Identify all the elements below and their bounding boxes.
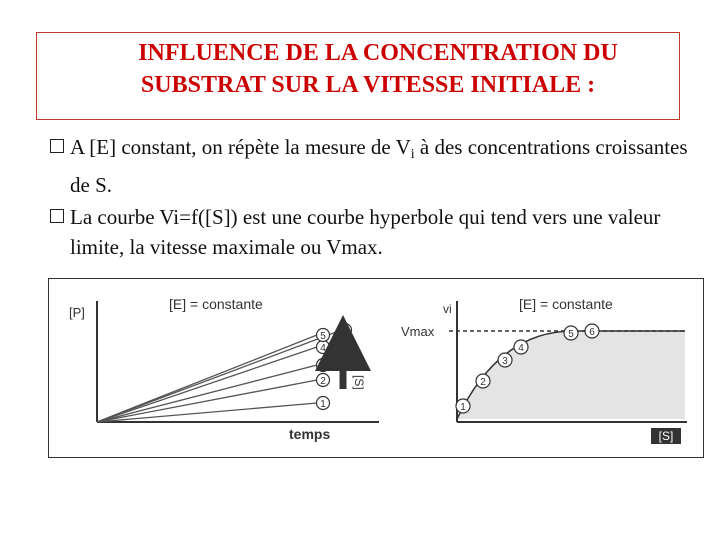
right-point-5 <box>564 326 578 340</box>
product-line-6 <box>97 331 339 422</box>
vmax-label: Vmax <box>401 324 435 339</box>
bullet-item <box>48 202 698 262</box>
left-marker-1-label: 1 <box>320 399 326 410</box>
right-condition-label: [E] = constante <box>519 296 613 312</box>
bullet-text-end: à des concentrations croissantes de S. <box>70 135 688 197</box>
right-point-3-label: 3 <box>502 356 508 367</box>
right-point-6 <box>585 324 599 338</box>
left-marker-3-label: 3 <box>320 361 326 372</box>
right-point-2-label: 2 <box>480 377 486 388</box>
left-marker-4-label: 4 <box>320 343 326 354</box>
title-line-1: INFLUENCE DE LA CONCENTRATION DU <box>138 40 618 66</box>
left-marker-2-label: 2 <box>320 376 326 387</box>
left-y-axis-label: [P] <box>69 305 85 320</box>
right-point-1-label: 1 <box>460 402 466 413</box>
title-line-2: SUBSTRAT SUR LA VITESSE INITIALE : <box>140 72 596 98</box>
right-point-3 <box>498 353 512 367</box>
bullet-text: La courbe Vi=f([S]) est une courbe hyperbole qui tend vers une valeur limite, la vitesse maximale ou Vmax. <box>70 205 661 259</box>
hyperbola-shading <box>457 331 685 419</box>
left-condition-label: [E] = constante <box>169 296 263 312</box>
left-marker-5-label: 5 <box>320 331 326 342</box>
left-marker-1 <box>317 397 330 411</box>
product-line-4 <box>97 347 317 422</box>
bullet-text <box>70 132 698 200</box>
left-marker-3 <box>317 359 330 373</box>
product-line-2 <box>97 380 317 422</box>
left-marker-4 <box>317 341 330 355</box>
figure-panel <box>48 278 704 458</box>
left-marker-5 <box>317 329 330 343</box>
right-point-4-label: 4 <box>518 343 524 354</box>
right-point-2 <box>476 374 490 388</box>
left-marker-6 <box>339 324 352 338</box>
left-x-axis-label: temps <box>289 426 331 442</box>
subscript-i: i <box>410 147 415 162</box>
bullet-box-icon <box>50 139 64 153</box>
bullet-list <box>48 132 698 264</box>
title-box <box>36 32 680 120</box>
right-diagram <box>401 296 687 444</box>
right-x-axis-label: [S] <box>658 429 674 443</box>
right-point-1 <box>456 399 470 413</box>
bullet-item <box>48 132 698 200</box>
left-arrow-label: [S] <box>352 375 366 390</box>
bullet-text-start: A [E] constant, on répète la mesure de V <box>70 135 411 159</box>
left-marker-6-label: 6 <box>342 326 348 337</box>
figure-svg <box>49 279 704 458</box>
right-point-4 <box>514 340 528 354</box>
left-marker-2 <box>317 374 330 388</box>
product-line-1 <box>97 403 317 422</box>
bullet-box-icon <box>50 209 64 223</box>
product-line-3 <box>97 365 317 422</box>
right-y-axis-label: vi <box>443 302 452 316</box>
left-diagram <box>69 296 379 442</box>
right-point-5-label: 5 <box>568 329 574 340</box>
right-point-6-label: 6 <box>589 327 595 338</box>
